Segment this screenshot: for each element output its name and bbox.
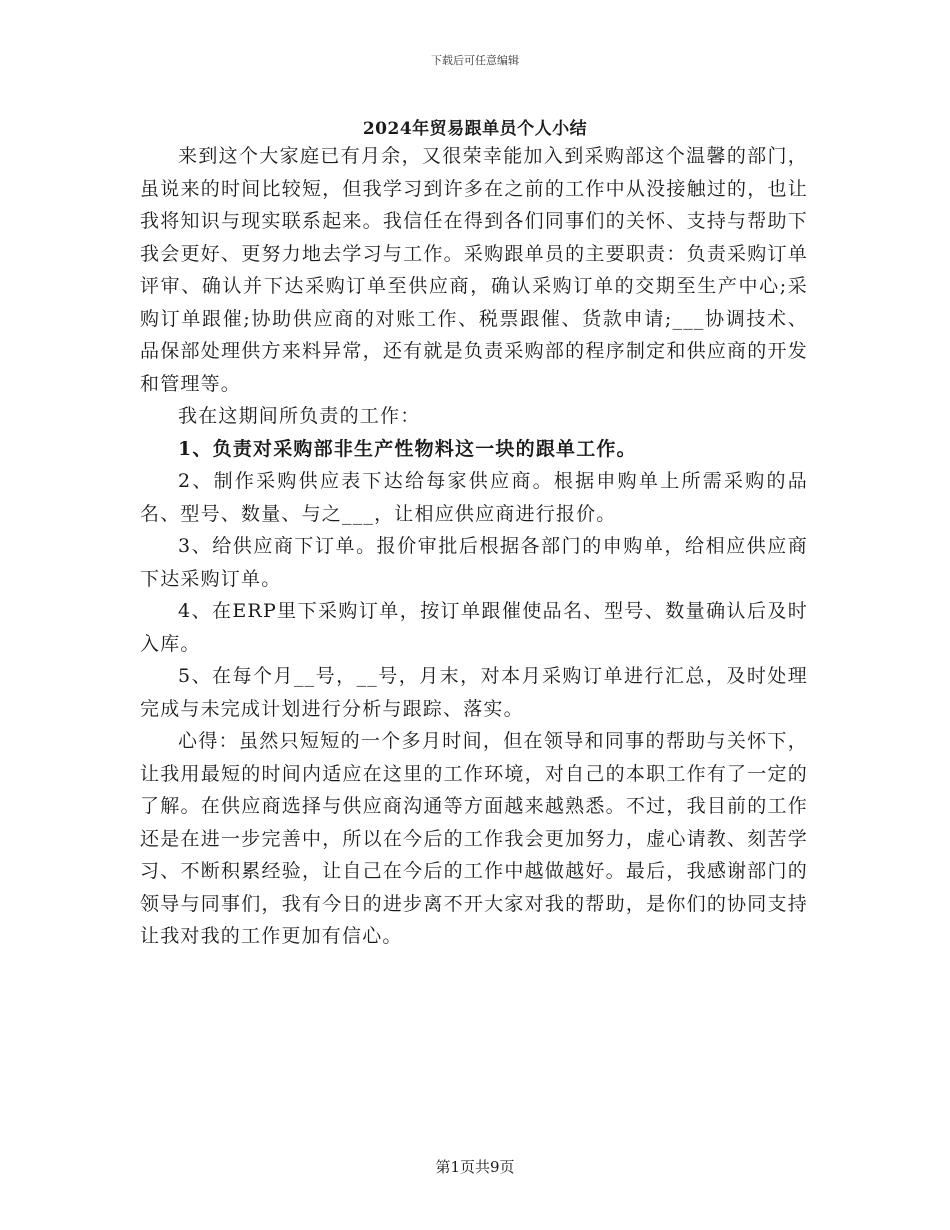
paragraph-reflection: 心得：虽然只短短的一个多月时间，但在领导和同事的帮助与关怀下，让我用最短的时间内适应在这里的工作环境，对自己的本职工作有了一定的了解。在供应商选择与供应商沟通等方面越来越熟悉。不过，我目前的工作还是在进一步完善中，所以在今后的工作我会更加努力，虚心请教、刻苦学习、不断积累经验，让自己在今后的工作中越做越好。最后，我感谢部门的领导与同事们，我有今日的进步离不开大家对我的帮助，是你们的协同支持让我对我的工作更加有信心。	[140, 730, 808, 947]
paragraph-intro: 来到这个大家庭已有月余，又很荣幸能加入到采购部这个温馨的部门，虽说来的时间比较短，但我学习到许多在之前的工作中从没接触过的，也让我将知识与现实联系起来。我信任在得到各们同事们的关怀、支持与帮助下我会更好、更努力地去学习与工作。采购跟单员的主要职责：负责采购订单评审、确认并下达采购订单至供应商，确认采购订单的交期至生产中心;采购订单跟催;协助供应商的对账工作、税票跟催、货款申请;___协调技术、品保部处理供方来料异常，还有就是负责采购部的程序制定和供应商的开发和管理等。	[140, 145, 808, 395]
header-note: 下载后可任意编辑	[431, 54, 519, 67]
paragraph-duty-1: 1、负责对采购部非生产性物料这一块的跟单工作。	[178, 437, 637, 460]
paragraph-duty-5: 5、在每个月__号，__号，月末，对本月采购订单进行汇总，及时处理完成与未完成计划进行分析与跟踪、落实。	[140, 665, 808, 720]
paragraph-duties-heading: 我在这期间所负责的工作：	[178, 405, 421, 427]
paragraph-duty-3: 3、给供应商下订单。报价审批后根据各部门的申购单，给相应供应商下达采购订单。	[140, 535, 808, 590]
document-title: 2024年贸易跟单员个人小结	[362, 119, 588, 139]
paragraph-duty-2: 2、制作采购供应表下达给每家供应商。根据申购单上所需采购的品名、型号、数量、与之___，让相应供应商进行报价。	[140, 470, 808, 525]
page-number: 第1页共9页	[435, 1158, 515, 1176]
paragraph-duty-4: 4、在ERP里下采购订单，按订单跟催使品名、型号、数量确认后及时入库。	[140, 600, 808, 655]
document-body	[140, 140, 808, 953]
